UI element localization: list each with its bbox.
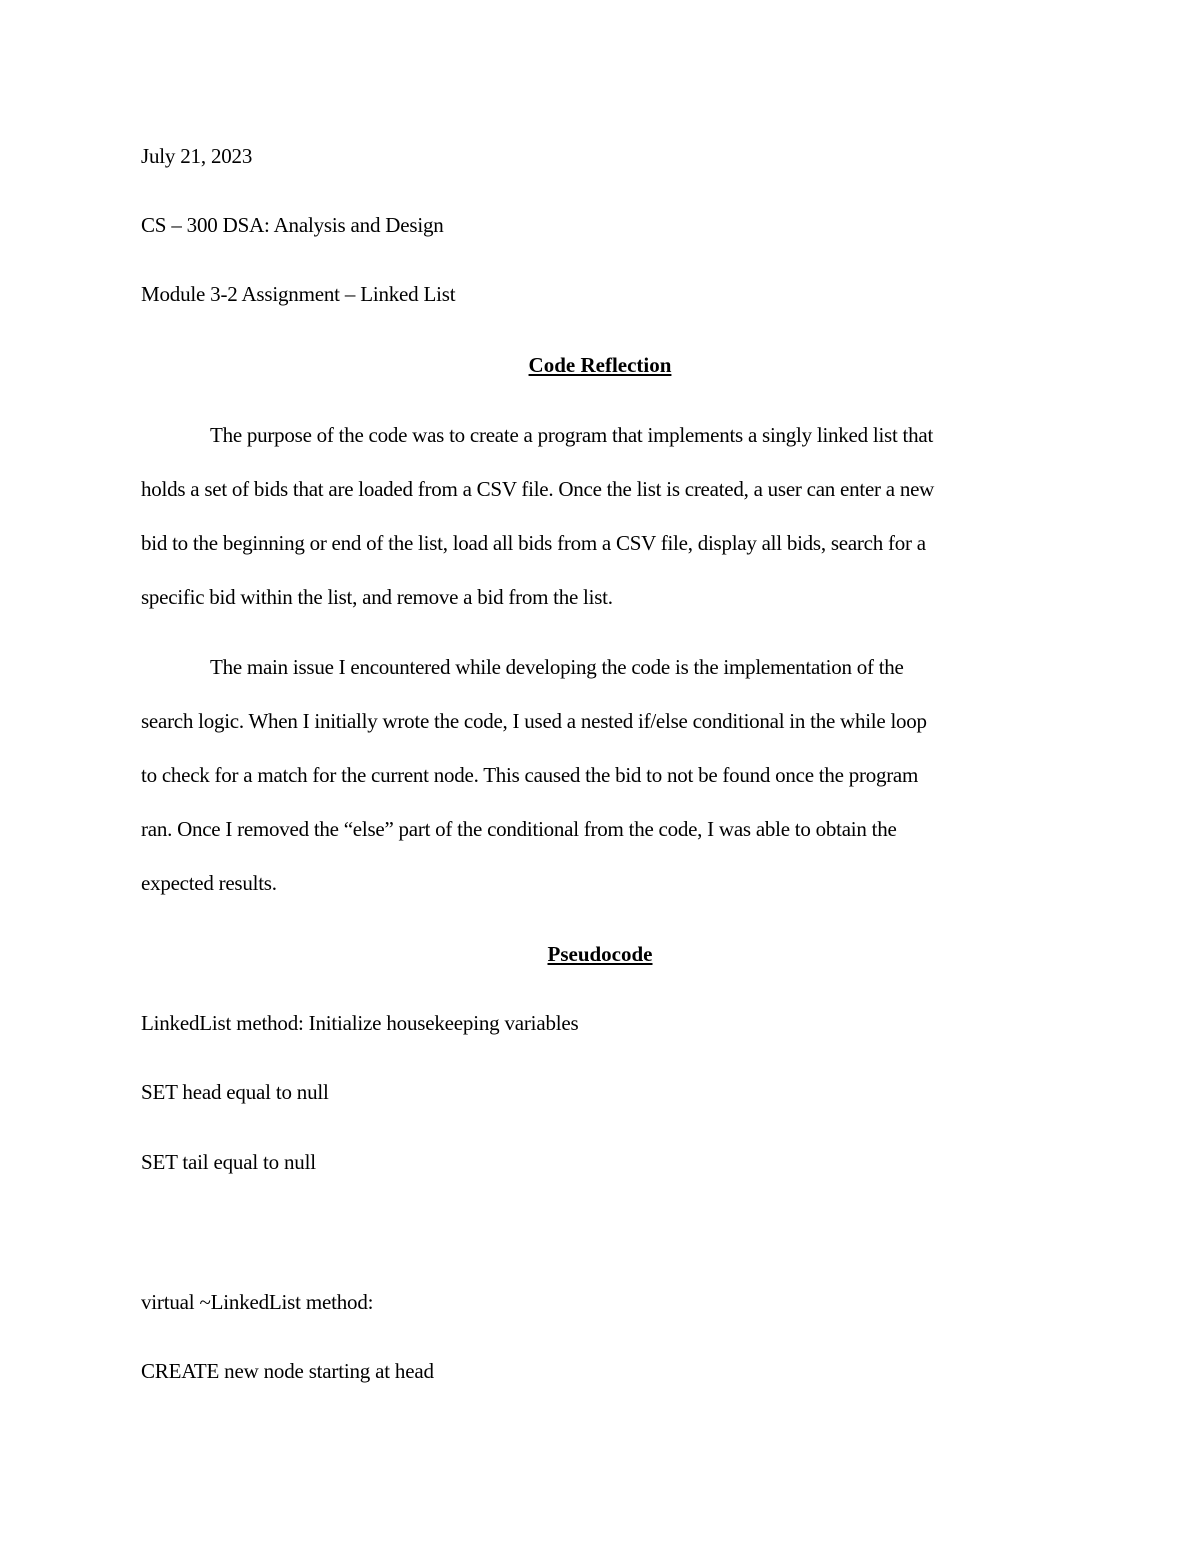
paragraph1-line: specific bid within the list, and remove a bid from the list. bbox=[141, 585, 613, 609]
paragraph2-line: to check for a match for the current node. This caused the bid to not be found once the program bbox=[141, 763, 919, 787]
paragraph1-line: The purpose of the code was to create a program that implements a singly linked list that bbox=[210, 423, 934, 447]
paragraph2-line: expected results. bbox=[141, 871, 277, 895]
course-line: CS – 300 DSA: Analysis and Design bbox=[141, 213, 444, 237]
pseudocode-line: CREATE new node starting at head bbox=[141, 1359, 434, 1383]
paragraph2-line: ran. Once I removed the “else” part of the conditional from the code, I was able to obtain the bbox=[141, 817, 897, 841]
pseudocode-line: SET head equal to null bbox=[141, 1080, 329, 1104]
paragraph2-line: search logic. When I initially wrote the code, I used a nested if/else conditional in the while loop bbox=[141, 709, 927, 733]
paragraph2-line: The main issue I encountered while developing the code is the implementation of the bbox=[210, 655, 904, 679]
pseudocode-line: LinkedList method: Initialize housekeeping variables bbox=[141, 1011, 579, 1035]
code-reflection-heading: Code Reflection bbox=[528, 353, 672, 377]
date-line: July 21, 2023 bbox=[141, 144, 253, 168]
pseudocode-heading: Pseudocode bbox=[547, 942, 653, 966]
paragraph1-line: holds a set of bids that are loaded from a CSV file. Once the list is created, a user can enter a new bbox=[141, 477, 935, 501]
pseudocode-line: virtual ~LinkedList method: bbox=[141, 1290, 374, 1314]
paragraph1-line: bid to the beginning or end of the list, load all bids from a CSV file, display all bids, search for a bbox=[141, 531, 926, 555]
assignment-line: Module 3-2 Assignment – Linked List bbox=[141, 282, 456, 306]
pseudocode-line: SET tail equal to null bbox=[141, 1150, 316, 1174]
